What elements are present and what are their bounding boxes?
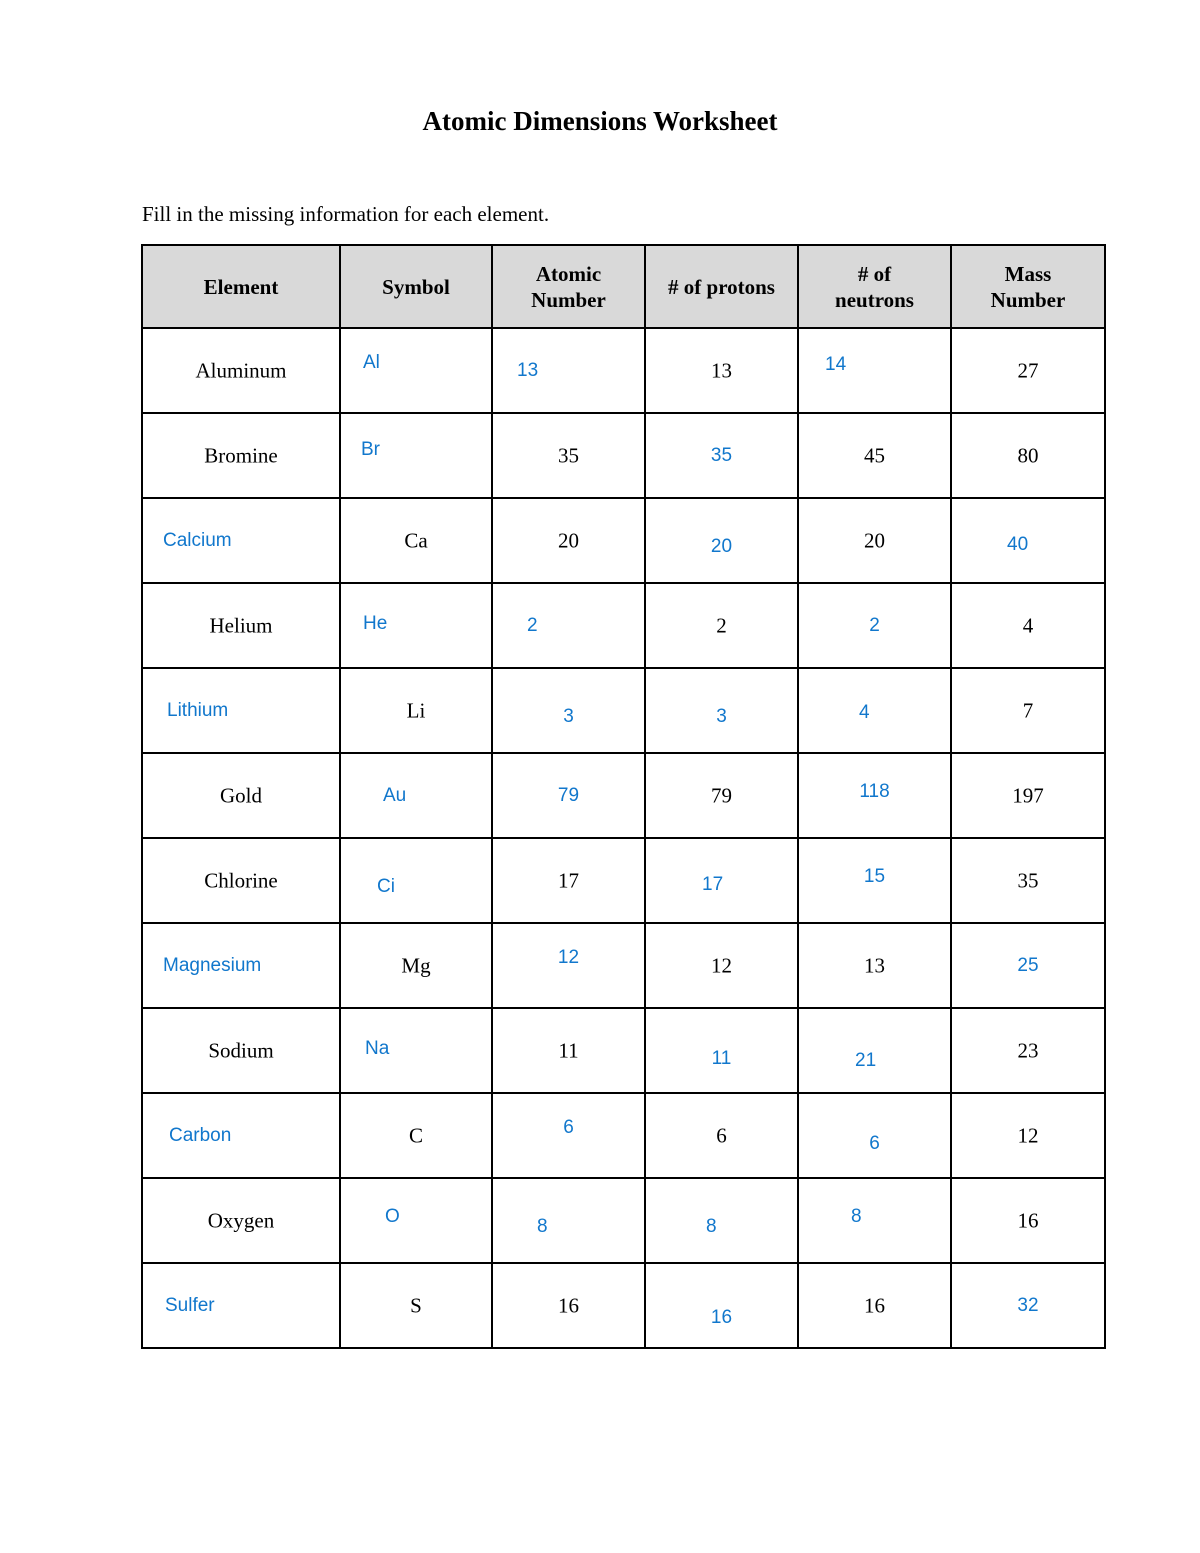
- cell-atomic-number: [492, 498, 645, 583]
- handwritten-answer: 3: [716, 705, 727, 727]
- cell-symbol: [340, 923, 492, 1008]
- cell-protons: [645, 1093, 798, 1178]
- handwritten-answer: 17: [702, 873, 724, 895]
- cell-mass-number: [951, 1178, 1105, 1263]
- cell-atomic-number: [492, 1178, 645, 1263]
- cell-atomic-number: [492, 838, 645, 923]
- printed-value: 20: [864, 528, 885, 552]
- printed-value: Sodium: [208, 1038, 274, 1062]
- cell-mass-number: [951, 498, 1105, 583]
- cell-atomic-number: [492, 1263, 645, 1348]
- header-mass-number: [951, 245, 1105, 328]
- cell-symbol: [340, 753, 492, 838]
- cell-protons: [645, 1178, 798, 1263]
- cell-neutrons: [798, 753, 951, 838]
- cell-mass-number: [951, 1093, 1105, 1178]
- handwritten-answer: 21: [855, 1049, 877, 1071]
- table-row: [142, 923, 1105, 1008]
- cell-symbol: [340, 1008, 492, 1093]
- handwritten-answer: 11: [711, 1047, 732, 1069]
- cell-element: [142, 1008, 340, 1093]
- cell-symbol: [340, 1178, 492, 1263]
- printed-value: 12: [1017, 1123, 1039, 1147]
- printed-value: Chlorine: [204, 868, 278, 892]
- cell-neutrons: [798, 583, 951, 668]
- handwritten-answer: O: [385, 1205, 400, 1227]
- printed-value: 27: [1017, 358, 1039, 382]
- handwritten-answer: Na: [365, 1037, 390, 1059]
- handwritten-answer: Al: [363, 351, 380, 373]
- handwritten-answer: 35: [710, 444, 733, 466]
- cell-atomic-number: [492, 923, 645, 1008]
- printed-value: Ca: [404, 528, 428, 552]
- handwritten-answer: 8: [851, 1205, 862, 1227]
- handwritten-answer: 79: [557, 784, 580, 806]
- cell-protons: [645, 498, 798, 583]
- header-atomic-number-label: Atomic Number: [531, 261, 606, 312]
- cell-neutrons: [798, 1093, 951, 1178]
- printed-value: Bromine: [204, 443, 278, 467]
- handwritten-answer: 8: [706, 1215, 717, 1237]
- printed-value: 197: [1012, 783, 1044, 807]
- table-row: [142, 668, 1105, 753]
- cell-symbol: [340, 583, 492, 668]
- table-row: [142, 1008, 1105, 1093]
- cell-protons: [645, 668, 798, 753]
- table-row: [142, 413, 1105, 498]
- cell-symbol: [340, 668, 492, 753]
- cell-mass-number: [951, 668, 1105, 753]
- printed-value: 20: [558, 528, 579, 552]
- cell-neutrons: [798, 328, 951, 413]
- handwritten-answer: 2: [869, 614, 880, 636]
- header-symbol: Symbol: [340, 245, 492, 328]
- printed-value: 4: [1022, 613, 1034, 637]
- cell-symbol: [340, 413, 492, 498]
- printed-value: 13: [864, 953, 885, 977]
- cell-protons: [645, 413, 798, 498]
- handwritten-answer: Calcium: [163, 529, 232, 551]
- header-neutrons: [798, 245, 951, 328]
- cell-neutrons: [798, 1008, 951, 1093]
- handwritten-answer: Lithium: [167, 699, 229, 721]
- handwritten-answer: 2: [527, 614, 538, 636]
- page-title: Atomic Dimensions Worksheet: [422, 106, 778, 136]
- cell-neutrons: [798, 838, 951, 923]
- printed-value: Oxygen: [207, 1208, 275, 1232]
- cell-protons: [645, 923, 798, 1008]
- handwritten-answer: 40: [1007, 533, 1029, 555]
- cell-element: [142, 838, 340, 923]
- handwritten-answer: 14: [825, 353, 847, 375]
- cell-element: [142, 498, 340, 583]
- printed-value: Gold: [220, 783, 262, 807]
- printed-value: 79: [711, 783, 732, 807]
- cell-atomic-number: [492, 753, 645, 838]
- cell-protons: [645, 1008, 798, 1093]
- handwritten-answer: Magnesium: [163, 954, 262, 976]
- cell-atomic-number: [492, 328, 645, 413]
- cell-atomic-number: [492, 1093, 645, 1178]
- cell-protons: [645, 1263, 798, 1348]
- handwritten-answer: 6: [869, 1132, 880, 1154]
- printed-value: 35: [558, 443, 579, 467]
- cell-symbol: [340, 1093, 492, 1178]
- cell-mass-number: [951, 1008, 1105, 1093]
- printed-value: Mg: [401, 953, 431, 977]
- printed-value: 35: [1017, 868, 1039, 892]
- cell-mass-number: [951, 413, 1105, 498]
- cell-atomic-number: [492, 583, 645, 668]
- cell-symbol: [340, 328, 492, 413]
- handwritten-answer: Ci: [377, 875, 395, 897]
- printed-value: 13: [711, 358, 732, 382]
- cell-element: [142, 1093, 340, 1178]
- printed-value: S: [410, 1293, 422, 1317]
- printed-value: 80: [1017, 443, 1039, 467]
- handwritten-answer: 32: [1017, 1294, 1039, 1316]
- printed-value: 6: [716, 1123, 727, 1147]
- printed-value: 2: [716, 613, 727, 637]
- cell-protons: [645, 583, 798, 668]
- cell-atomic-number: [492, 413, 645, 498]
- cell-mass-number: [951, 1263, 1105, 1348]
- printed-value: 16: [558, 1293, 579, 1317]
- cell-neutrons: [798, 1178, 951, 1263]
- header-neutrons-label: # of neutrons: [835, 261, 914, 312]
- cell-protons: [645, 328, 798, 413]
- cell-element: [142, 1263, 340, 1348]
- printed-value: 16: [864, 1293, 885, 1317]
- printed-value: 16: [1017, 1208, 1039, 1232]
- table-row: [142, 583, 1105, 668]
- handwritten-answer: Sulfer: [165, 1294, 215, 1316]
- handwritten-answer: 6: [563, 1116, 574, 1138]
- table-row: [142, 1093, 1105, 1178]
- handwritten-answer: 4: [859, 701, 870, 723]
- table-row: [142, 838, 1105, 923]
- cell-protons: [645, 838, 798, 923]
- handwritten-answer: 3: [563, 705, 574, 727]
- printed-value: 11: [558, 1038, 579, 1062]
- table-row: [142, 1263, 1105, 1348]
- table-row: [142, 753, 1105, 838]
- handwritten-answer: Au: [383, 784, 407, 806]
- table-header-row: [142, 245, 1105, 328]
- handwritten-answer: 16: [710, 1306, 733, 1328]
- table-row: [142, 1178, 1105, 1263]
- cell-neutrons: [798, 1263, 951, 1348]
- cell-symbol: [340, 498, 492, 583]
- printed-value: C: [408, 1123, 424, 1147]
- printed-value: 23: [1017, 1038, 1039, 1062]
- handwritten-answer: 13: [517, 359, 539, 381]
- printed-value: 45: [864, 443, 885, 467]
- printed-value: Aluminum: [195, 358, 287, 382]
- handwritten-answer: 20: [710, 535, 733, 557]
- cell-element: [142, 923, 340, 1008]
- handwritten-answer: 12: [557, 946, 580, 968]
- cell-symbol: [340, 1263, 492, 1348]
- handwritten-answer: 8: [537, 1215, 548, 1237]
- printed-value: Helium: [209, 613, 273, 637]
- cell-mass-number: [951, 328, 1105, 413]
- handwritten-answer: Carbon: [169, 1124, 232, 1146]
- cell-neutrons: [798, 923, 951, 1008]
- cell-element: [142, 328, 340, 413]
- header-protons: # of protons: [645, 245, 798, 328]
- cell-atomic-number: [492, 668, 645, 753]
- header-atomic-number: [492, 245, 645, 328]
- handwritten-answer: 15: [863, 865, 886, 887]
- cell-neutrons: [798, 498, 951, 583]
- cell-element: [142, 668, 340, 753]
- cell-neutrons: [798, 668, 951, 753]
- handwritten-answer: 25: [1017, 954, 1039, 976]
- printed-value: 7: [1022, 698, 1034, 722]
- cell-mass-number: [951, 753, 1105, 838]
- table-row: [142, 328, 1105, 413]
- printed-value: 17: [558, 868, 579, 892]
- printed-value: 12: [711, 953, 732, 977]
- instructions-text: Fill in the missing information for each element.: [142, 202, 550, 226]
- header-mass-number-label: Mass Number: [990, 261, 1066, 312]
- handwritten-answer: He: [363, 612, 388, 634]
- printed-value: Li: [406, 698, 426, 722]
- element-table: [141, 244, 1106, 1349]
- handwritten-answer: 118: [859, 780, 890, 802]
- cell-mass-number: [951, 583, 1105, 668]
- cell-protons: [645, 753, 798, 838]
- header-element: Element: [142, 245, 340, 328]
- cell-element: [142, 583, 340, 668]
- table-row: [142, 498, 1105, 583]
- cell-atomic-number: [492, 1008, 645, 1093]
- cell-mass-number: [951, 923, 1105, 1008]
- cell-mass-number: [951, 838, 1105, 923]
- cell-element: [142, 1178, 340, 1263]
- cell-neutrons: [798, 413, 951, 498]
- cell-element: [142, 753, 340, 838]
- handwritten-answer: Br: [361, 438, 380, 460]
- cell-symbol: [340, 838, 492, 923]
- cell-element: [142, 413, 340, 498]
